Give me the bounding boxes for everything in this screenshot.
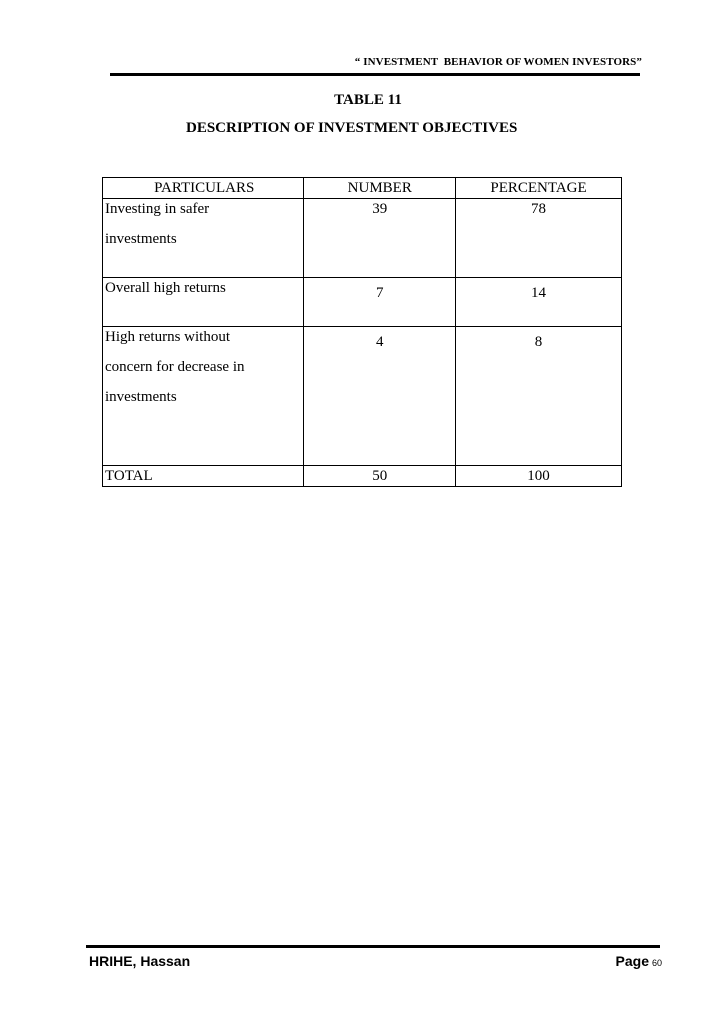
percentage-cell: 78 [456,199,622,278]
footer-rule [86,945,660,948]
table-row [103,278,622,327]
column-header-percentage: PERCENTAGE [456,178,622,199]
table-row [103,199,622,278]
number-value: 7 [376,285,384,301]
particular-line: investments [105,231,177,247]
number-cell: 50 [304,466,456,487]
table-row [103,327,622,466]
particular-cell [103,327,304,466]
percentage-cell: 100 [456,466,622,487]
column-header-particulars: PARTICULARS [103,178,304,199]
column-header-number: NUMBER [304,178,456,199]
number-cell [304,278,456,327]
number-cell [304,327,456,466]
particular-line: Investing in safer [105,201,210,217]
particular-line: TOTAL [105,468,153,484]
particular-line: investments [105,389,177,405]
header-rule [110,73,640,76]
number-value: 4 [376,334,384,350]
particular-line: High returns without [105,329,230,345]
footer-page [616,953,662,971]
particular-line: concern for decrease in [105,359,245,375]
percentage-cell [456,278,622,327]
investment-objectives-table [102,177,622,487]
number-cell: 39 [304,199,456,278]
particular-cell [103,199,304,278]
percentage-cell [456,327,622,466]
percentage-value: 8 [534,334,543,350]
table-row-total [103,466,622,487]
percentage-value: 14 [531,285,547,301]
page-label: Page [615,953,649,969]
footer-author: HRIHE, Hassan [89,953,191,969]
running-header-title: “ INVESTMENT BEHAVIOR OF WOMEN INVESTORS” [354,56,642,68]
page-number: 60 [651,958,662,968]
table-caption: DESCRIPTION OF INVESTMENT OBJECTIVES [186,120,518,136]
particular-cell [103,466,304,487]
particular-line: Overall high returns [105,280,226,296]
table-number: TABLE 11 [334,92,402,108]
particular-cell [103,278,304,327]
